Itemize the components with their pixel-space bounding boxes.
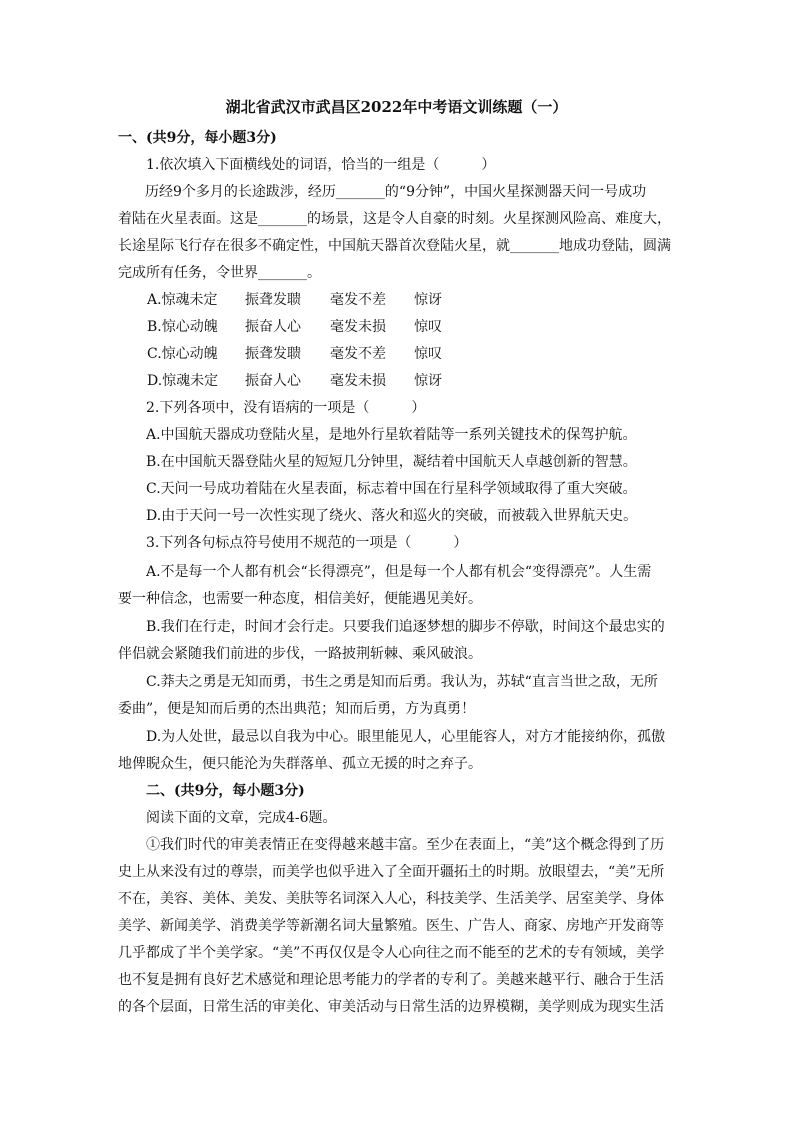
- q1-option-a-word-4: 惊讶: [414, 292, 442, 308]
- q1-option-a-word-1: A.惊魂未定: [147, 292, 218, 308]
- q3-option-a-line: 要一种信念，也需要一种态度，相信美好，便能遇见美好。: [118, 591, 482, 607]
- q1-option-c-word-1: C.惊心动魄: [147, 346, 218, 362]
- q2-stem: 2.下列各项中，没有语病的一项是（ ）: [146, 400, 426, 416]
- q3-option-c-line: C.莽夫之勇是无知而勇，书生之勇是知而后勇。我认为，苏轼“直言当世之敌，无所: [146, 674, 658, 690]
- reading-paragraph-line: 美学、新闻美学、消费美学等新潮名词大量繁殖。医生、广告人、商家、房地产开发商等: [118, 918, 664, 934]
- page-title: 湖北省武汉市武昌区2022年中考语文训练题（一）: [225, 98, 568, 116]
- q1-option-c-word-3: 毫发不差: [330, 346, 386, 362]
- q1-option-b-word-2: 振奋人心: [245, 319, 301, 335]
- section-1-heading: 一、(共9分，每小题3分): [118, 130, 277, 146]
- q3-option-c-line: 委曲”，便是知而后勇的杰出典范；知而后勇，方为真勇！: [118, 701, 476, 717]
- q1-passage-line: 历经9个多月的长途跋涉，经历_______的“9分钟”，中国火星探测器天问一号成功: [145, 184, 647, 200]
- reading-paragraph-line: 史上从来没有过的尊崇，而美学也似乎进入了全面开疆拓土的时期。放眼望去，“美”无所: [118, 864, 665, 880]
- reading-paragraph-line: 不在，美容、美体、美发、美肤等名词深入人心，科技美学、生活美学、居室美学、身体: [118, 891, 664, 907]
- q1-option-d-word-2: 振奋人心: [245, 373, 301, 389]
- q3-option-d-line: 地俾睨众生，便只能沦为失群落单、孤立无援的时之弃子。: [118, 756, 482, 772]
- q3-option-a-line: A.不是每一个人都有机会“长得漂亮”，但是每一个人都有机会“变得漂亮”。人生需: [146, 564, 652, 580]
- q1-passage-line: 长途星际飞行存在很多不确定性，中国航天器首次登陆火星，就_______地成功登陆，圆满: [118, 238, 671, 254]
- reading-intro: 阅读下面的文章，完成4-6题。: [146, 810, 337, 826]
- q1-option-d-word-1: D.惊魂未定: [147, 373, 219, 389]
- q2-option-c: C.天问一号成功着陆在火星表面，标志着中国在行星科学领域取得了重大突破。: [146, 481, 637, 497]
- q1-passage-line: 完成所有任务，令世界_______。: [118, 265, 321, 281]
- q3-option-d-line: D.为人处世，最忌以自我为中心。眼里能见人，心里能容人，对方才能接纳你，孤傲: [146, 729, 666, 745]
- q1-option-a-word-2: 振聋发聩: [245, 292, 301, 308]
- q3-option-b-line: 伴侣就会紧随我们前进的步伐，一路披荆斩棘、乘风破浪。: [118, 646, 482, 662]
- reading-paragraph-line: 几乎都成了半个美学家。“美”不再仅仅是令人心向往之而不能至的艺术的专有领域，美学: [118, 945, 665, 961]
- q1-option-b-word-4: 惊叹: [414, 319, 442, 335]
- q2-option-d: D.由于天问一号一次性实现了绕火、落火和巡火的突破，而被载入世界航天史。: [146, 508, 638, 524]
- q1-option-c-word-4: 惊叹: [414, 346, 442, 362]
- q1-option-d-word-3: 毫发未损: [330, 373, 386, 389]
- reading-paragraph-line: 的各个层面，日常生活的审美化、审美活动与日常生活的边界模糊，美学则成为现实生活: [118, 999, 664, 1015]
- q1-stem: 1.依次填入下面横线处的词语，恰当的一组是（ ）: [146, 157, 496, 173]
- reading-paragraph-line: 也不复是拥有良好艺术感觉和理论思考能力的学者的专利了。美越来越平行、融合于生活: [118, 972, 664, 988]
- q1-passage-line: 着陆在火星表面。这是_______的场景，这是令人自豪的时刻。火星探测风险高、难度大，: [118, 211, 671, 227]
- q3-option-b-line: B.我们在行走，时间才会行走。只要我们追逐梦想的脚步不停歇，时间这个最忠实的: [146, 619, 665, 635]
- q3-stem: 3.下列各句标点符号使用不规范的一项是（ ）: [146, 535, 468, 551]
- q1-option-a-word-3: 毫发不差: [330, 292, 386, 308]
- q1-option-d-word-4: 惊讶: [414, 373, 442, 389]
- reading-paragraph-line: ①我们时代的审美表情正在变得越来越丰富。至少在表面上，“美”这个概念得到了历: [146, 837, 665, 853]
- q2-option-b: B.在中国航天器登陆火星的短短几分钟里，凝结着中国航天人卓越创新的智慧。: [146, 454, 637, 470]
- section-2-heading: 二、(共9分，每小题3分): [146, 783, 305, 799]
- q1-option-b-word-3: 毫发未损: [330, 319, 386, 335]
- q1-option-b-word-1: B.惊心动魄: [147, 319, 218, 335]
- q1-option-c-word-2: 振聋发聩: [245, 346, 301, 362]
- q2-option-a: A.中国航天器成功登陆火星，是地外行星软着陆等一系列关键技术的保驾护航。: [146, 427, 637, 443]
